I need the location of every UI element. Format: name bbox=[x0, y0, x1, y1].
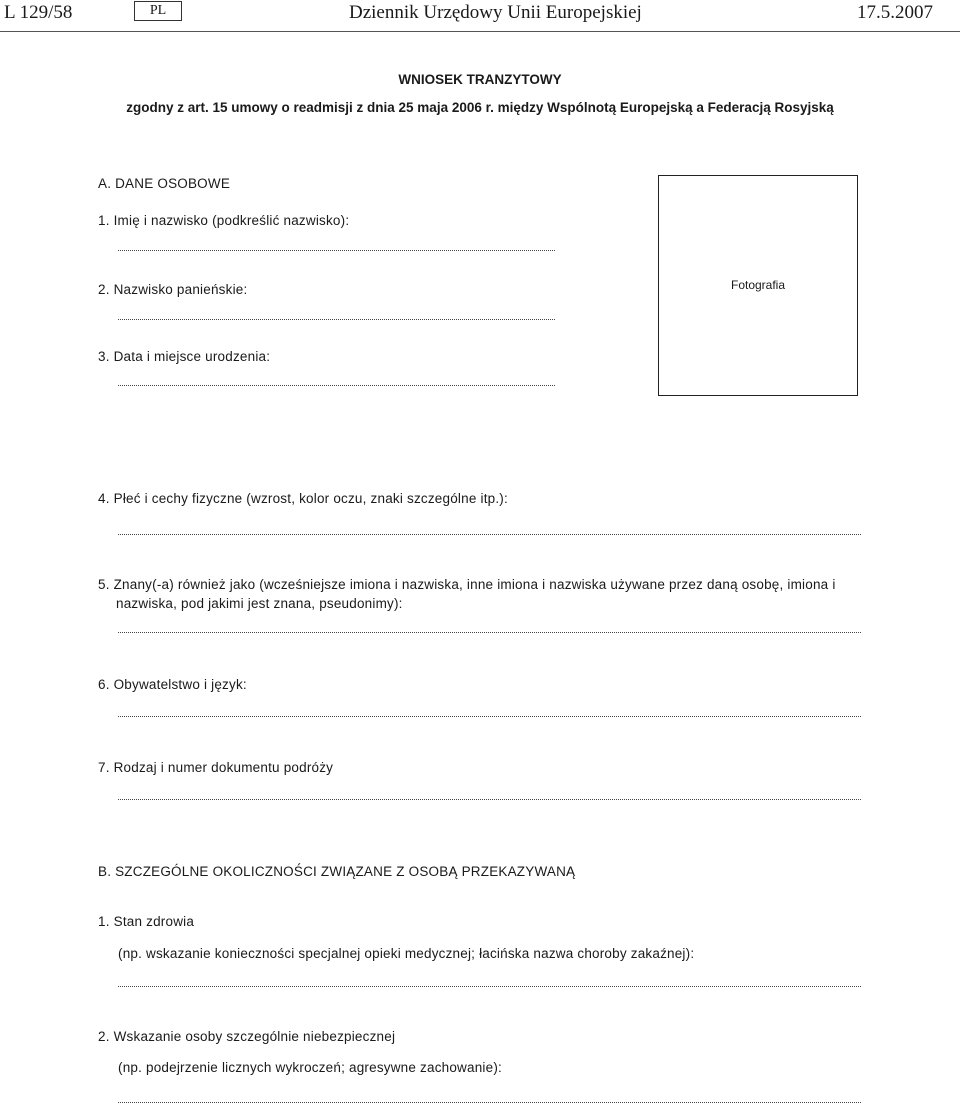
field-input-physical[interactable] bbox=[118, 534, 861, 535]
page-reference: L 129/58 bbox=[4, 2, 73, 23]
field-label-name: 1. Imię i nazwisko (podkreślić nazwisko): bbox=[98, 213, 350, 228]
field-label-birth: 3. Data i miejsce urodzenia: bbox=[98, 349, 271, 364]
field-label-aliases-text: 5. Znany(-a) również jako (wcześniejsze imiona i nazwiska, inne imiona i nazwiska używane przez daną osobę, imiona i nazwiska, pod jakimi jest znana, pseudonimy): bbox=[98, 577, 836, 611]
form-title: WNIOSEK TRANZYTOWY bbox=[398, 72, 562, 87]
field-label-maiden-name: 2. Nazwisko panieńskie: bbox=[98, 282, 248, 297]
field-input-name[interactable] bbox=[118, 250, 555, 251]
field-label-health: 1. Stan zdrowia bbox=[98, 914, 195, 929]
language-code-box: PL bbox=[134, 1, 182, 21]
header-rule bbox=[0, 31, 960, 32]
field-input-health[interactable] bbox=[118, 986, 861, 987]
field-input-travel-document[interactable] bbox=[118, 799, 861, 800]
journal-name: Dziennik Urzędowy Unii Europejskiej bbox=[349, 2, 642, 23]
field-input-dangerous-person[interactable] bbox=[118, 1102, 861, 1103]
field-label-citizenship: 6. Obywatelstwo i język: bbox=[98, 677, 247, 692]
section-b-heading: B. SZCZEGÓLNE OKOLICZNOŚCI ZWIĄZANE Z OSOBĄ PRZEKAZYWANĄ bbox=[98, 864, 576, 879]
field-note-dangerous-person: (np. podejrzenie licznych wykroczeń; agresywne zachowanie): bbox=[118, 1060, 502, 1075]
photo-label: Fotografia bbox=[730, 278, 786, 292]
field-input-maiden-name[interactable] bbox=[118, 319, 555, 320]
field-input-citizenship[interactable] bbox=[118, 716, 861, 717]
photo-box bbox=[658, 175, 858, 396]
field-label-aliases bbox=[98, 575, 861, 613]
field-input-aliases[interactable] bbox=[118, 632, 861, 633]
field-note-health: (np. wskazanie konieczności specjalnej opieki medycznej; łacińska nazwa choroby zakaźnej): bbox=[118, 946, 695, 961]
form-subtitle: zgodny z art. 15 umowy o readmisji z dnia 25 maja 2006 r. między Wspólnotą Europejską a Federacją Rosyjską bbox=[126, 100, 834, 115]
publication-date: 17.5.2007 bbox=[857, 2, 933, 23]
field-label-travel-document: 7. Rodzaj i numer dokumentu podróży bbox=[98, 760, 334, 775]
section-a-heading: A. DANE OSOBOWE bbox=[98, 176, 231, 191]
field-label-dangerous-person: 2. Wskazanie osoby szczególnie niebezpiecznej bbox=[98, 1029, 396, 1044]
field-label-physical: 4. Płeć i cechy fizyczne (wzrost, kolor oczu, znaki szczególne itp.): bbox=[98, 491, 508, 506]
field-input-birth[interactable] bbox=[118, 385, 555, 386]
